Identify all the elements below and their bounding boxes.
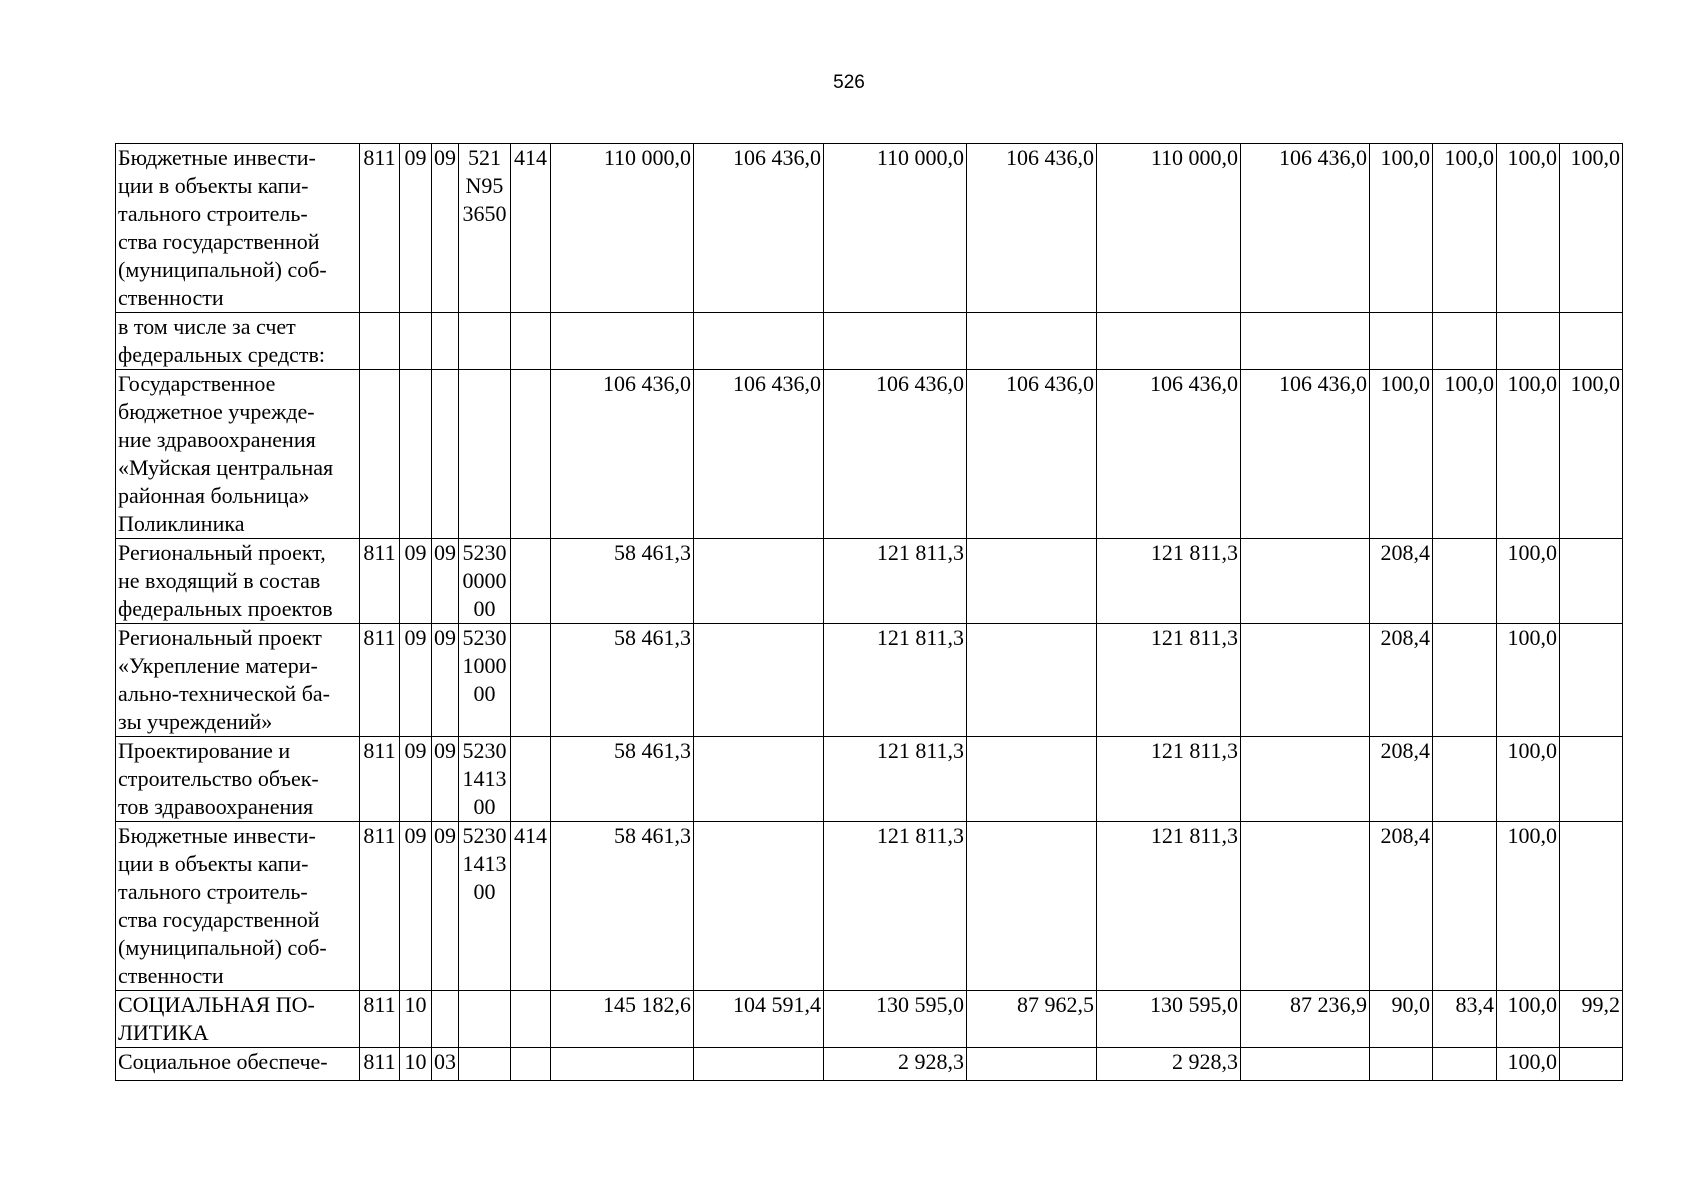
amount-3-cell: 2 928,3 [824, 1048, 967, 1081]
amount-2-cell: 106 436,0 [694, 144, 824, 313]
code-admin-cell: 811 [360, 991, 400, 1048]
budget-table [115, 143, 1623, 1081]
amount-1-cell: 110 000,0 [551, 144, 694, 313]
percent-2-cell: 83,4 [1433, 991, 1497, 1048]
row-name: СОЦИАЛЬНАЯ ПО- ЛИТИКА [116, 991, 360, 1048]
amount-2-cell [694, 822, 824, 991]
percent-3-cell: 100,0 [1497, 539, 1560, 624]
amount-4-cell: 106 436,0 [967, 370, 1097, 539]
code-target-cell [459, 1048, 511, 1081]
code-type-cell [511, 991, 551, 1048]
code-type-cell [511, 624, 551, 737]
percent-1-cell: 100,0 [1370, 144, 1433, 313]
amount-3-cell: 130 595,0 [824, 991, 967, 1048]
code-target-cell: 5230 1000 00 [459, 624, 511, 737]
code-type-cell: 414 [511, 822, 551, 991]
code-type-cell [511, 737, 551, 822]
percent-3-cell: 100,0 [1497, 370, 1560, 539]
code-admin-cell: 811 [360, 624, 400, 737]
row-name: Бюджетные инвести- ции в объекты капи- тального строитель- ства государственной (муниципальной) соб- ственности [116, 822, 360, 991]
percent-4-cell: 100,0 [1560, 370, 1623, 539]
percent-2-cell [1433, 624, 1497, 737]
row-name: Региональный проект «Укрепление матери- ально-технической ба- зы учреждений» [116, 624, 360, 737]
amount-1-cell [551, 1048, 694, 1081]
page-number: 526 [833, 72, 865, 93]
amount-1-cell: 58 461,3 [551, 737, 694, 822]
amount-4-cell [967, 822, 1097, 991]
code-target-cell: 5230 1413 00 [459, 822, 511, 991]
code-admin-cell: 811 [360, 822, 400, 991]
table-row [116, 624, 1623, 737]
amount-4-cell [967, 313, 1097, 370]
percent-1-cell: 208,4 [1370, 624, 1433, 737]
amount-2-cell: 106 436,0 [694, 370, 824, 539]
row-name: Проектирование и строительство объек- тов здравоохранения [116, 737, 360, 822]
code-type-cell [511, 539, 551, 624]
amount-1-cell: 58 461,3 [551, 624, 694, 737]
percent-2-cell [1433, 822, 1497, 991]
percent-4-cell: 99,2 [1560, 991, 1623, 1048]
percent-1-cell [1370, 313, 1433, 370]
code-target-cell: 5230 0000 00 [459, 539, 511, 624]
code-section-cell: 09 [400, 624, 432, 737]
percent-3-cell: 100,0 [1497, 144, 1560, 313]
amount-2-cell [694, 313, 824, 370]
amount-2-cell [694, 539, 824, 624]
percent-3-cell [1497, 313, 1560, 370]
amount-4-cell [967, 737, 1097, 822]
row-name: в том числе за счет федеральных средств: [116, 313, 360, 370]
amount-2-cell [694, 1048, 824, 1081]
amount-1-cell: 145 182,6 [551, 991, 694, 1048]
percent-1-cell: 208,4 [1370, 822, 1433, 991]
code-section-cell: 10 [400, 1048, 432, 1081]
table-row [116, 144, 1623, 313]
percent-4-cell [1560, 822, 1623, 991]
code-type-cell [511, 370, 551, 539]
percent-1-cell: 208,4 [1370, 539, 1433, 624]
percent-4-cell [1560, 1048, 1623, 1081]
amount-6-cell: 106 436,0 [1241, 370, 1370, 539]
code-section-cell: 09 [400, 822, 432, 991]
amount-3-cell: 121 811,3 [824, 624, 967, 737]
row-name: Бюджетные инвести- ции в объекты капи- тального строитель- ства государственной (муниципальной) соб- ственности [116, 144, 360, 313]
amount-5-cell: 106 436,0 [1097, 370, 1241, 539]
percent-3-cell: 100,0 [1497, 624, 1560, 737]
amount-5-cell: 121 811,3 [1097, 624, 1241, 737]
percent-4-cell [1560, 313, 1623, 370]
amount-4-cell [967, 539, 1097, 624]
amount-6-cell: 106 436,0 [1241, 144, 1370, 313]
amount-6-cell [1241, 624, 1370, 737]
amount-5-cell: 2 928,3 [1097, 1048, 1241, 1081]
amount-6-cell [1241, 313, 1370, 370]
percent-1-cell: 208,4 [1370, 737, 1433, 822]
amount-1-cell: 106 436,0 [551, 370, 694, 539]
percent-2-cell [1433, 737, 1497, 822]
row-name: Региональный проект, не входящий в состав федеральных проектов [116, 539, 360, 624]
amount-6-cell [1241, 1048, 1370, 1081]
amount-6-cell [1241, 822, 1370, 991]
table-row [116, 370, 1623, 539]
code-subsection-cell: 09 [432, 144, 459, 313]
amount-5-cell: 130 595,0 [1097, 991, 1241, 1048]
code-admin-cell [360, 370, 400, 539]
amount-3-cell: 110 000,0 [824, 144, 967, 313]
code-subsection-cell: 09 [432, 822, 459, 991]
amount-2-cell [694, 624, 824, 737]
percent-4-cell [1560, 624, 1623, 737]
row-name: Социальное обеспече- [116, 1048, 360, 1081]
amount-2-cell: 104 591,4 [694, 991, 824, 1048]
code-admin-cell: 811 [360, 737, 400, 822]
percent-4-cell [1560, 539, 1623, 624]
percent-1-cell [1370, 1048, 1433, 1081]
code-subsection-cell: 09 [432, 539, 459, 624]
code-target-cell: 5230 1413 00 [459, 737, 511, 822]
row-name: Государственное бюджетное учрежде- ние здравоохранения «Муйская центральная районная больница» Поликлиника [116, 370, 360, 539]
amount-5-cell: 110 000,0 [1097, 144, 1241, 313]
code-admin-cell: 811 [360, 1048, 400, 1081]
code-target-cell: 521 N95 3650 [459, 144, 511, 313]
percent-4-cell [1560, 737, 1623, 822]
amount-1-cell [551, 313, 694, 370]
percent-1-cell: 90,0 [1370, 991, 1433, 1048]
percent-2-cell: 100,0 [1433, 144, 1497, 313]
amount-1-cell: 58 461,3 [551, 539, 694, 624]
table-row [116, 991, 1623, 1048]
code-section-cell: 09 [400, 539, 432, 624]
amount-1-cell: 58 461,3 [551, 822, 694, 991]
amount-5-cell: 121 811,3 [1097, 737, 1241, 822]
amount-4-cell: 106 436,0 [967, 144, 1097, 313]
amount-6-cell [1241, 737, 1370, 822]
code-subsection-cell [432, 370, 459, 539]
percent-2-cell: 100,0 [1433, 370, 1497, 539]
percent-2-cell [1433, 539, 1497, 624]
amount-3-cell: 121 811,3 [824, 822, 967, 991]
percent-3-cell: 100,0 [1497, 822, 1560, 991]
amount-6-cell [1241, 539, 1370, 624]
code-subsection-cell: 03 [432, 1048, 459, 1081]
table-row [116, 822, 1623, 991]
amount-5-cell: 121 811,3 [1097, 539, 1241, 624]
code-admin-cell: 811 [360, 144, 400, 313]
amount-5-cell [1097, 313, 1241, 370]
code-admin-cell [360, 313, 400, 370]
code-target-cell [459, 991, 511, 1048]
amount-4-cell: 87 962,5 [967, 991, 1097, 1048]
percent-2-cell [1433, 1048, 1497, 1081]
code-section-cell [400, 313, 432, 370]
code-type-cell [511, 1048, 551, 1081]
table-row [116, 737, 1623, 822]
table-row [116, 1048, 1623, 1081]
table-row [116, 539, 1623, 624]
percent-3-cell: 100,0 [1497, 737, 1560, 822]
amount-5-cell: 121 811,3 [1097, 822, 1241, 991]
amount-3-cell: 106 436,0 [824, 370, 967, 539]
amount-4-cell [967, 624, 1097, 737]
code-subsection-cell [432, 991, 459, 1048]
table-row [116, 313, 1623, 370]
percent-2-cell [1433, 313, 1497, 370]
code-subsection-cell [432, 313, 459, 370]
amount-3-cell [824, 313, 967, 370]
amount-2-cell [694, 737, 824, 822]
code-section-cell [400, 370, 432, 539]
percent-4-cell: 100,0 [1560, 144, 1623, 313]
amount-4-cell [967, 1048, 1097, 1081]
code-section-cell: 09 [400, 737, 432, 822]
code-subsection-cell: 09 [432, 624, 459, 737]
amount-3-cell: 121 811,3 [824, 737, 967, 822]
code-section-cell: 10 [400, 991, 432, 1048]
code-target-cell [459, 370, 511, 539]
percent-1-cell: 100,0 [1370, 370, 1433, 539]
code-admin-cell: 811 [360, 539, 400, 624]
code-subsection-cell: 09 [432, 737, 459, 822]
code-type-cell [511, 313, 551, 370]
code-type-cell: 414 [511, 144, 551, 313]
amount-6-cell: 87 236,9 [1241, 991, 1370, 1048]
amount-3-cell: 121 811,3 [824, 539, 967, 624]
code-section-cell: 09 [400, 144, 432, 313]
percent-3-cell: 100,0 [1497, 1048, 1560, 1081]
code-target-cell [459, 313, 511, 370]
percent-3-cell: 100,0 [1497, 991, 1560, 1048]
